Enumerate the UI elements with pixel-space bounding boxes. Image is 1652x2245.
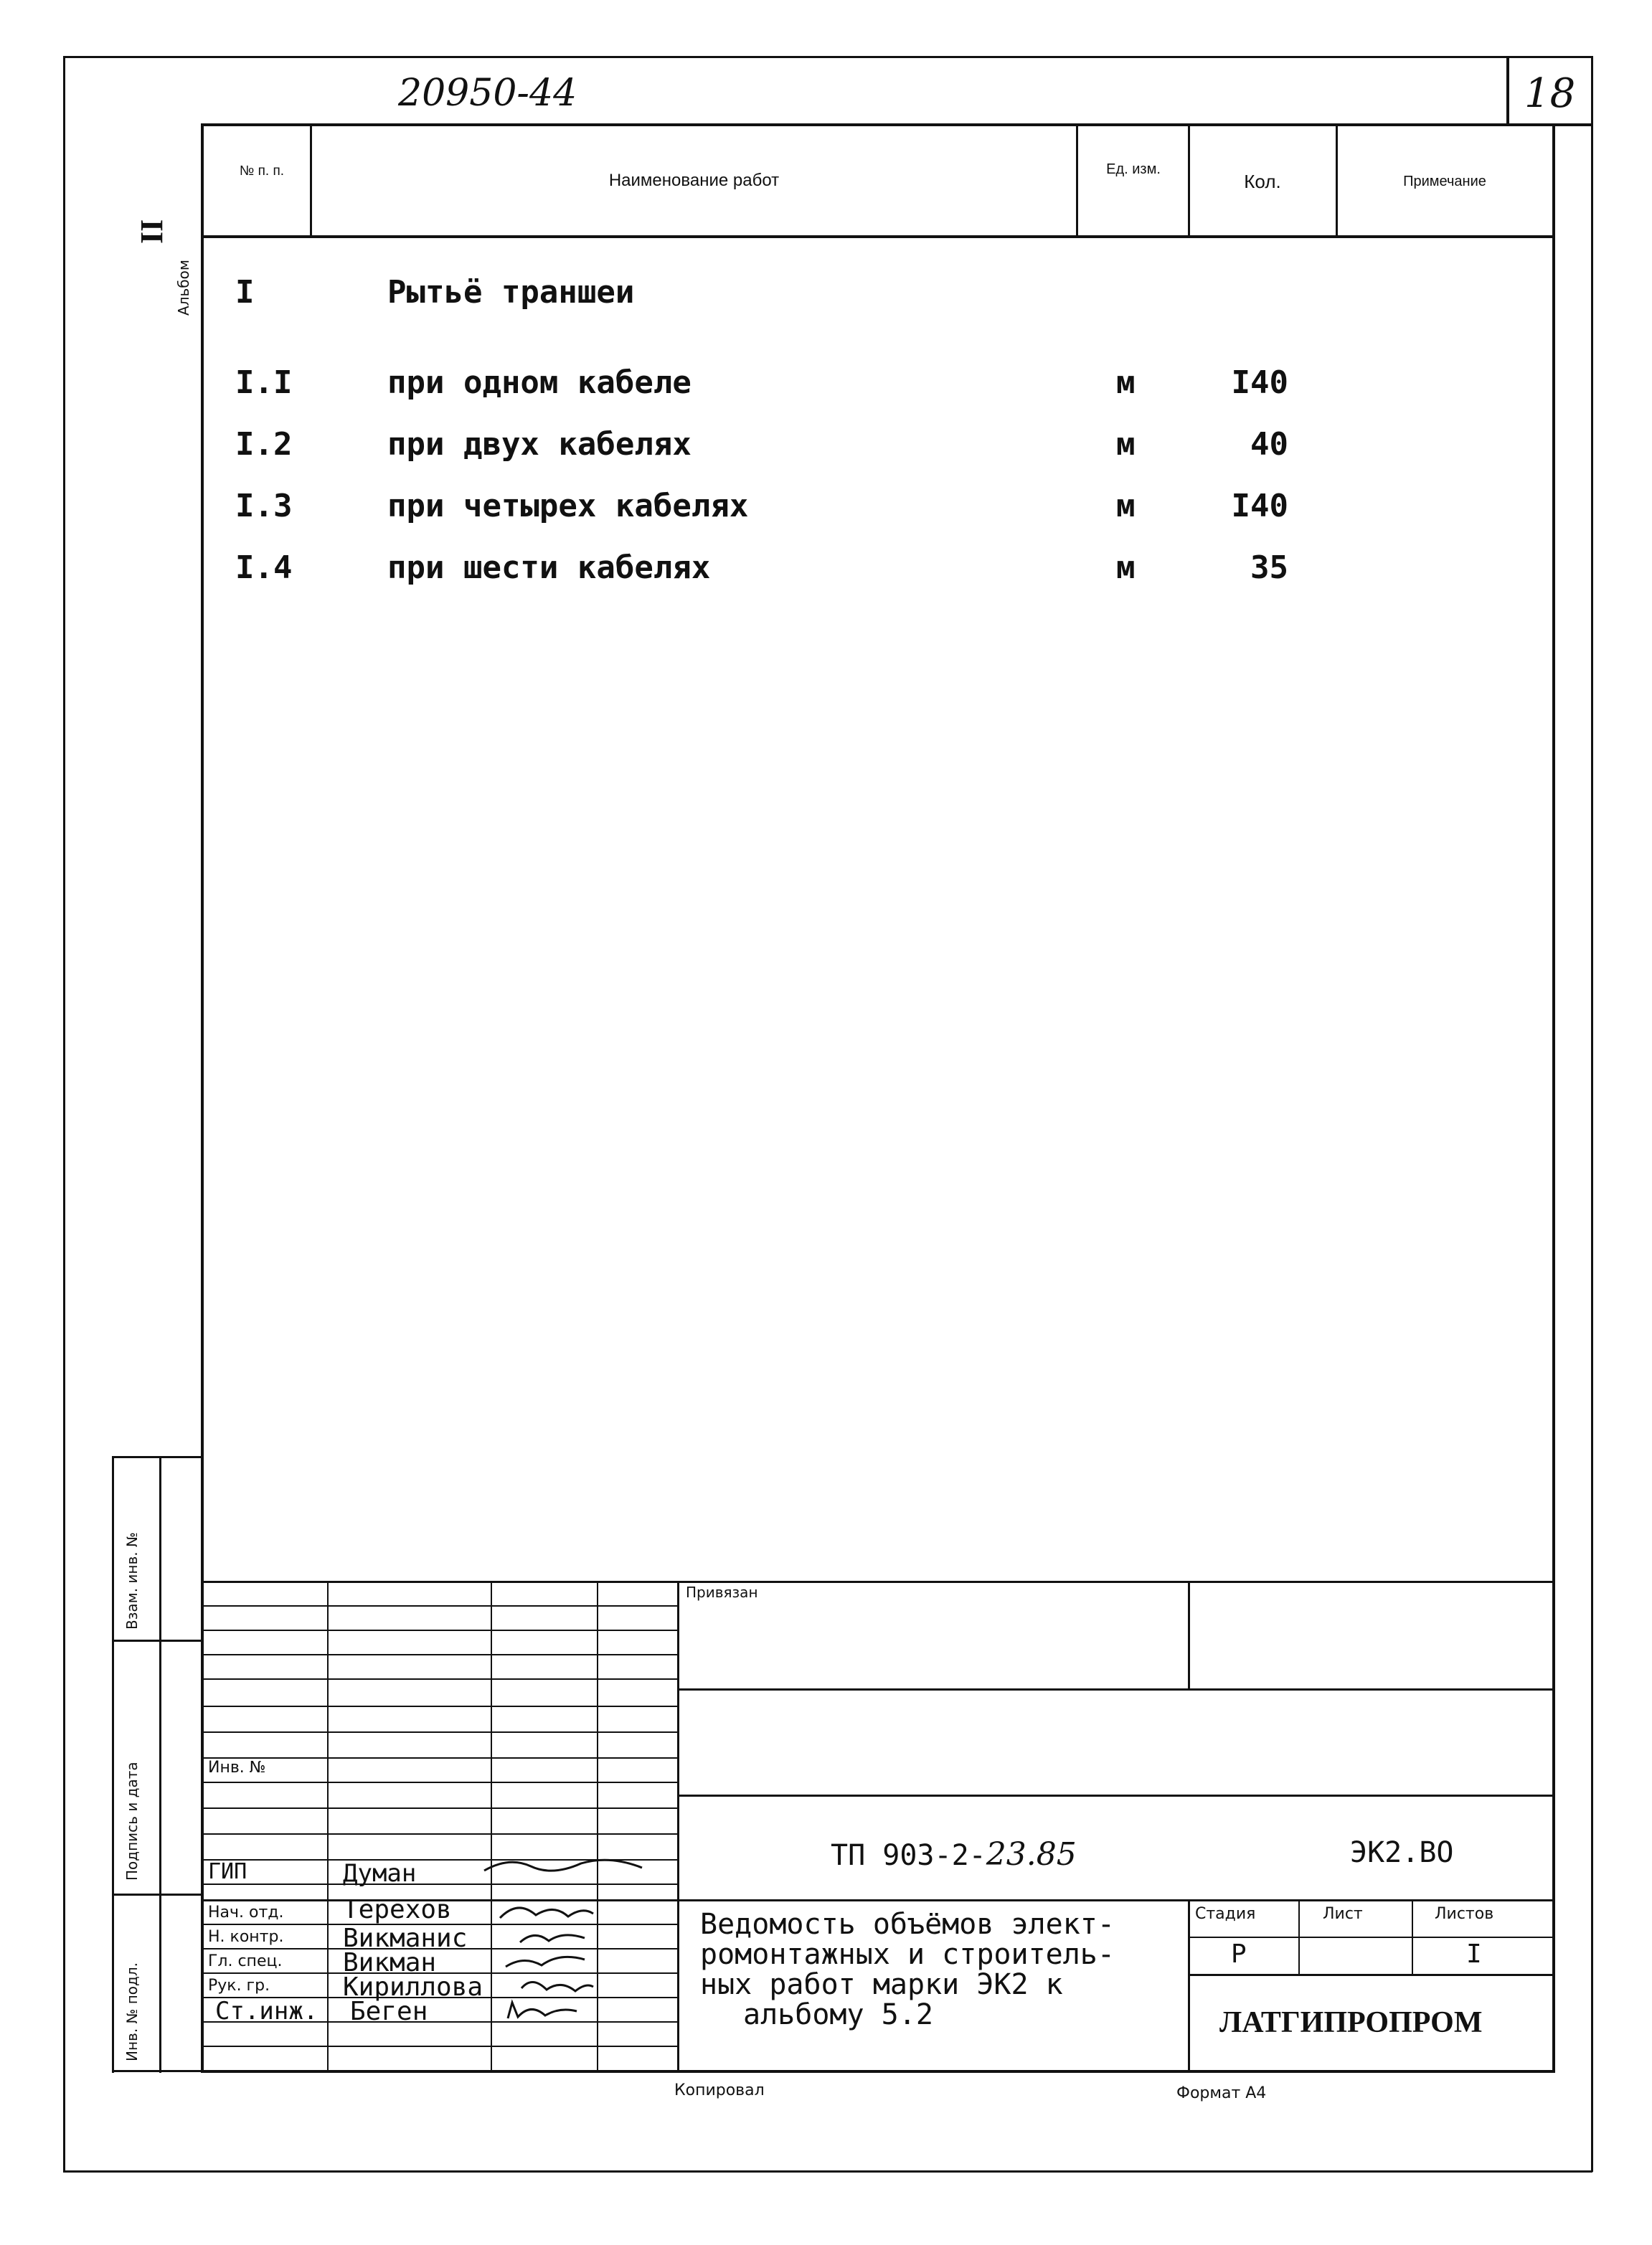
section-number: I xyxy=(235,274,255,311)
row-number: I.4 xyxy=(235,549,293,586)
signature-scribble xyxy=(502,1998,581,2023)
signature-name: Думан xyxy=(343,1859,417,1888)
row-unit: м xyxy=(1116,426,1136,463)
row-number: I.3 xyxy=(235,488,293,524)
vzam-inv-label: Взам. инв. № xyxy=(123,1532,141,1630)
row-qty: 40 xyxy=(1250,426,1288,463)
description-line-4: альбому 5.2 xyxy=(743,1998,933,2031)
sheets-value: I xyxy=(1466,1939,1482,1969)
row-name: при четырех кабелях xyxy=(387,488,749,524)
signature-role: Рук. гр. xyxy=(208,1977,270,1995)
stage-label: Стадия xyxy=(1195,1905,1256,1923)
header-name: Наименование работ xyxy=(608,171,780,190)
header-num: № п. п. xyxy=(239,164,285,179)
project-code-base: ТП 903-2- xyxy=(831,1839,986,1872)
copied-label: Копировал xyxy=(674,2081,765,2099)
header-qty: Кол. xyxy=(1244,171,1281,192)
project-code xyxy=(831,1836,1077,1873)
row-qty: I40 xyxy=(1231,488,1288,524)
stage-value: Р xyxy=(1231,1939,1247,1969)
row-number: I.I xyxy=(235,364,293,401)
row-qty: 35 xyxy=(1250,549,1288,586)
description-line-3: ных работ марки ЭК2 к xyxy=(700,1968,1063,2001)
album-number: II xyxy=(134,219,169,244)
signature-role: Нач. отд. xyxy=(208,1904,284,1922)
header-note: Примечание xyxy=(1403,174,1486,189)
signature-name: Викманис xyxy=(343,1924,468,1953)
row-name: при двух кабелях xyxy=(387,426,692,463)
description-line-2: ромонтажных и строитель- xyxy=(700,1938,1115,1971)
signature-role: Ст.инж. xyxy=(215,1997,318,2026)
sheets-label: Листов xyxy=(1435,1905,1494,1923)
signature-scribble xyxy=(502,1948,588,1972)
row-number: I.2 xyxy=(235,426,293,463)
section-title: Рытьё траншеи xyxy=(387,274,635,311)
signature-scribble xyxy=(481,1851,646,1879)
signature-role: ГИП xyxy=(208,1859,247,1884)
signature-role: Гл. спец. xyxy=(208,1952,283,1970)
podpis-data-label: Подпись и дата xyxy=(123,1762,141,1881)
signature-name: Беген xyxy=(350,1997,428,2026)
signature-name: Терехов xyxy=(343,1895,452,1924)
row-qty: I40 xyxy=(1231,364,1288,401)
row-unit: м xyxy=(1116,549,1136,586)
organization-name: ЛАТГИПРОПРОМ xyxy=(1219,2006,1483,2039)
row-unit: м xyxy=(1116,488,1136,524)
privyazan-label: Привязан xyxy=(686,1584,758,1601)
signature-scribble xyxy=(496,1896,597,1925)
sheet-corner-number: 18 xyxy=(1524,70,1576,117)
album-label: Альбом xyxy=(175,260,192,316)
sheet-label: Лист xyxy=(1323,1905,1363,1923)
row-name: при одном кабеле xyxy=(387,364,692,401)
signature-role: Н. контр. xyxy=(208,1928,284,1946)
project-code-handwritten: 23.85 xyxy=(986,1836,1077,1873)
document-mark: ЭК2.ВО xyxy=(1350,1836,1454,1869)
handwritten-doc-number: 20950-44 xyxy=(398,72,577,115)
description-line-1: Ведомость объёмов элект- xyxy=(700,1908,1115,1941)
signature-scribble xyxy=(518,1972,597,1997)
format-label: Формат А4 xyxy=(1176,2084,1267,2102)
header-unit: Ед. изм. xyxy=(1106,161,1161,177)
signature-name: Кириллова xyxy=(343,1972,483,2002)
row-unit: м xyxy=(1116,364,1136,401)
inv-podl-label: Инв. № подл. xyxy=(123,1962,141,2061)
row-name: при шести кабелях xyxy=(387,549,711,586)
signature-scribble xyxy=(516,1925,588,1949)
signature-name: Викман xyxy=(343,1948,437,1977)
inv-no-label: Инв. № xyxy=(208,1759,266,1777)
